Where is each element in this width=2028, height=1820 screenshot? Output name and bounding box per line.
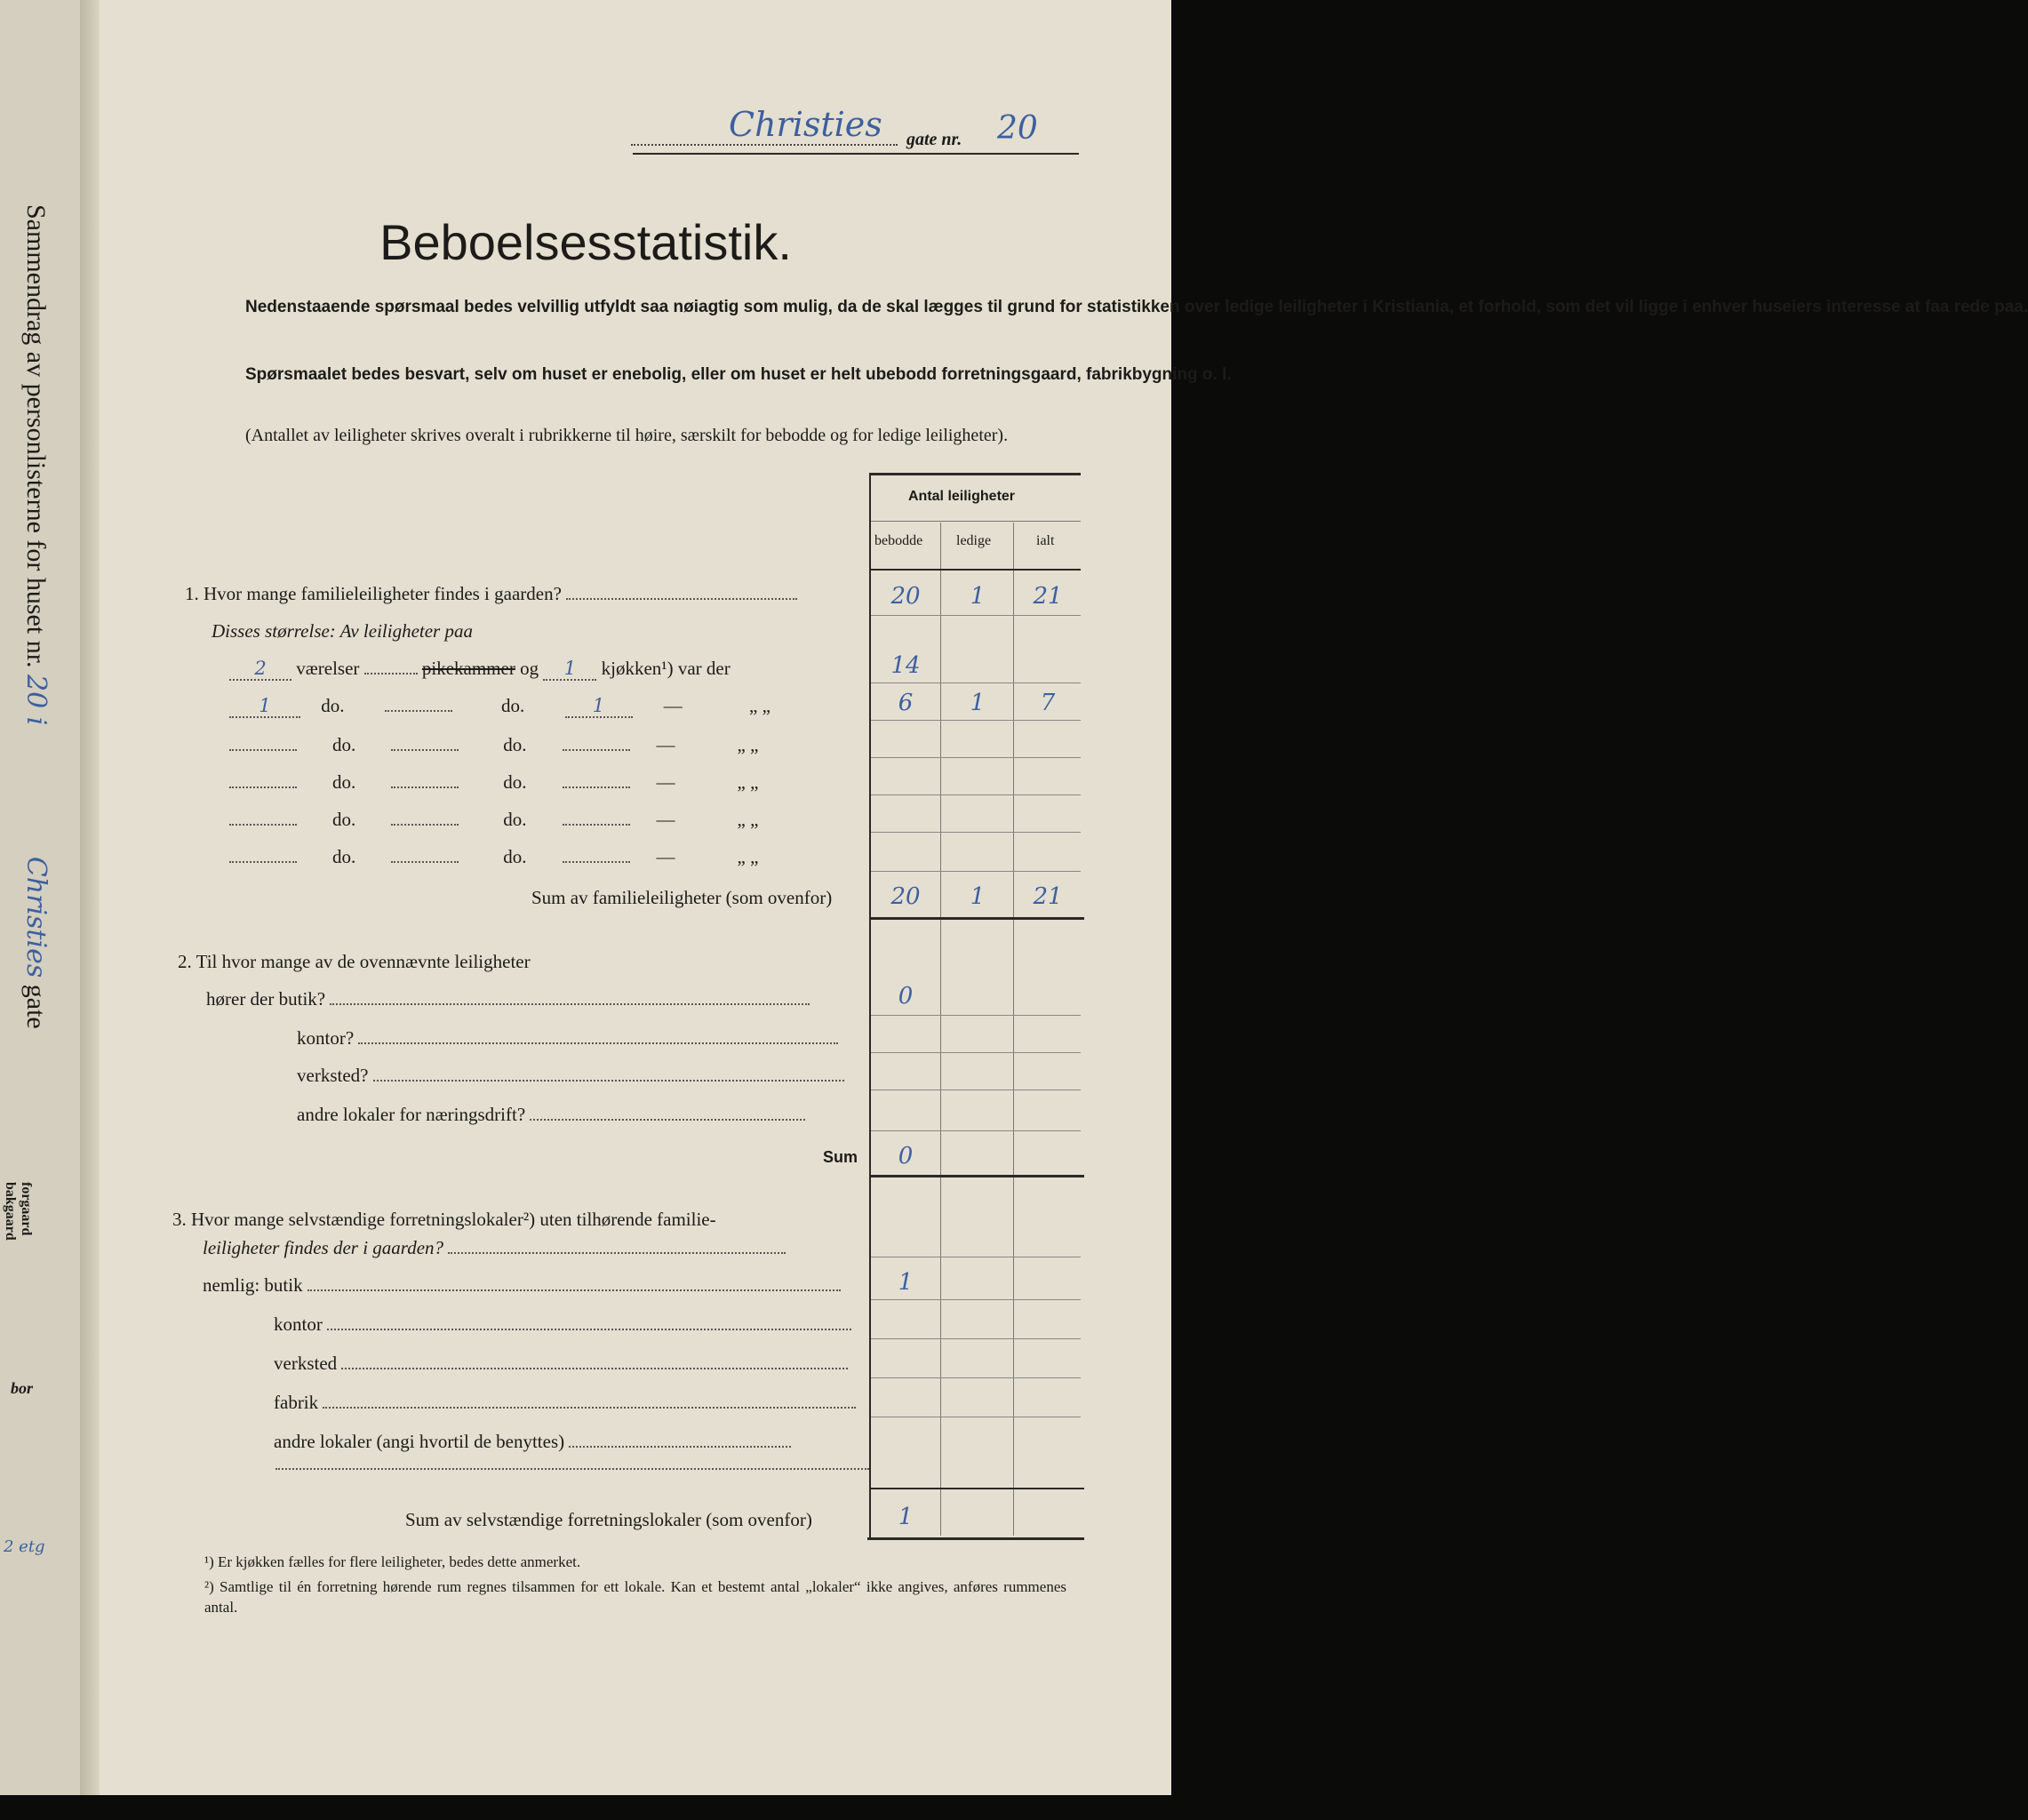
q1-row2: 1 do. do. 1 — „ „ [229,695,770,718]
margin-gate: gate [21,984,51,1029]
q1-row1: 2 værelser pikekammer og 1 kjøkken¹) var der [229,658,731,681]
intro-paragraph-2: Spørsmaalet bedes besvart, selv om huset er enebolig, eller om huset er helt ubebodd forretningsgaard, fabrikbygning o. l. [245,365,1232,384]
q2-sum-value: 0 [898,1143,914,1169]
table-group-header: Antal leiligheter [908,489,1016,504]
row-rule [871,1299,1081,1300]
row-rule [871,1052,1081,1053]
q1-sum-ialt: 21 [1033,883,1063,910]
q1-row1-bebodde: 14 [890,652,921,679]
q1-sum-ledige: 1 [970,883,986,910]
q3-label-2: leiligheter findes der i gaarden? [203,1237,786,1259]
q3-sum-rule [867,1537,1084,1540]
row-rule [871,794,1081,795]
row-rule [871,682,1081,683]
row-rule [871,1130,1081,1131]
row-rule [871,1015,1081,1016]
q2-label: 2. Til hvor mange av de ovennævnte leiligheter [178,951,531,972]
q1-sum-label: Sum av familieleiligheter (som ovenfor) [531,887,833,908]
house-number: 20 [997,110,1038,147]
margin-bor: bor [11,1379,34,1397]
margin-bakgaard: bakgaard [3,1182,18,1241]
row-rule [871,832,1081,833]
row-rule [871,1377,1081,1378]
intro-paragraph-3: (Antallet av leiligheter skrives overalt i rubrikkerne til høire, særskilt for bebodde og for ledige leiligheter). [245,426,1009,445]
col-ialt: ialt [1036,533,1055,548]
row-rule [871,615,1081,616]
head-mid-rule [871,521,1081,522]
col-divider-1 [940,523,941,1536]
col-divider-2 [1013,523,1014,1536]
q1-ialt: 21 [1033,583,1063,610]
q3-verksted: verksted [274,1353,848,1375]
street-name: Christies [729,105,882,144]
row-rule [871,757,1081,758]
intro-paragraph-1: Nedenstaaende spørsmaal bedes velvillig utfyldt saa nøiagtig som mulig, da de skal lægges til grund for statistikken over ledige leiligheter i Kristiania, et forhold, som det vil ligge i enhver huseiers interesse at faa rede paa. [245,298,2028,316]
q3-sum-label: Sum av selvstændige forretningslokaler (som ovenfor) [405,1509,812,1530]
q2-kontor: kontor? [297,1027,838,1050]
q1-sizes-label: Disses størrelse: Av leiligheter paa [212,620,473,642]
q1-row-empty: do. do. — „ „ [229,771,758,794]
q1-row2-ialt: 7 [1040,690,1056,716]
header-rule [633,153,1079,155]
row-rule [871,1338,1081,1339]
q1-label: 1. Hvor mange familieleiligheter findes i gaarden? [185,583,797,605]
q3-kontor: kontor [274,1313,851,1336]
q3-label-1: 3. Hvor mange selvstændige forretningslokaler²) uten tilhørende familie- [172,1209,716,1230]
col-bebodde: bebodde [874,533,923,548]
q3-butik-value: 1 [898,1269,914,1296]
table-top-rule [869,473,1081,475]
q1-bebodde: 20 [890,583,921,610]
row-rule [871,720,1081,721]
q3-andre-line [275,1468,869,1470]
q2-andre: andre lokaler for næringsdrift? [297,1104,805,1126]
footnote-2: ²) Samtlige til én forretning hørende rum regnes tilsammen for ett lokale. Kan et bestemt antal „lokaler“ ikke angives, anføres rummenes antal. [204,1578,1066,1616]
col-ledige: ledige [956,533,992,548]
margin-house-number: 20 i [20,675,52,726]
q1-ledige: 1 [970,583,986,610]
margin-street: Christies [20,856,52,978]
q3-sum-value: 1 [898,1504,914,1530]
q1-sum-bebodde: 20 [890,883,921,910]
margin-etg: 2 etg [4,1537,45,1556]
row-rule [871,1488,1084,1489]
margin-forgaard: forgaard [19,1182,34,1236]
q2-sum-label: Sum [823,1148,858,1166]
q1-row2-ledige: 1 [970,690,986,716]
q1-sum-rule [871,917,1084,920]
q1-row-empty: do. do. — „ „ [229,734,758,756]
q2-verksted: verksted? [297,1065,844,1087]
head-bottom-rule [871,569,1081,571]
q1-row2-bebodde: 6 [898,690,914,716]
row-rule [871,871,1081,872]
page-title: Beboelsesstatistik. [379,214,792,270]
q2-butik: hører der butik? [206,988,810,1010]
street-line [631,105,898,146]
margin-vertical-text: Sammendrag av personlisterne for huset nr. 20 i Christies gate [20,204,52,1029]
q1-row-empty: do. do. — „ „ [229,809,758,831]
q2-butik-value: 0 [898,983,914,1010]
q3-andre: andre lokaler (angi hvortil de benyttes) [274,1431,791,1453]
footnote-1: ¹) Er kjøkken fælles for flere leiligheter, bedes dette anmerket. [204,1553,581,1570]
q2-sum-rule [871,1175,1084,1177]
gate-label: gate nr. [906,130,962,149]
q1-row-empty: do. do. — „ „ [229,846,758,868]
q3-fabrik: fabrik [274,1392,856,1414]
q3-butik: nemlig: butik [203,1274,841,1297]
